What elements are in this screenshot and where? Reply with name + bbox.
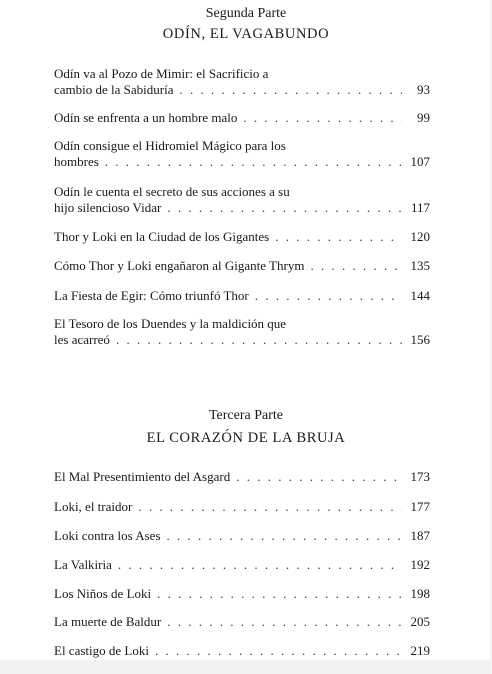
toc-entry (54, 643, 430, 659)
dot-leader (310, 258, 402, 274)
toc-entry (54, 110, 430, 126)
page-number: 187 (410, 528, 430, 543)
toc-entry (54, 586, 430, 602)
page-number: 192 (410, 557, 430, 572)
toc-entry (54, 499, 430, 515)
toc-entry-title: Los Niños de Loki (54, 586, 152, 601)
toc-entry (54, 66, 430, 98)
toc-entry-title-line: Odín le cuenta el secreto de sus acciones a su (54, 184, 290, 199)
dot-leader (116, 332, 402, 348)
page-number: 135 (410, 258, 430, 273)
toc-entry-title: Loki contra los Ases (54, 528, 161, 543)
page-number: 107 (410, 154, 430, 169)
page-number: 198 (410, 586, 430, 601)
toc-entry (54, 316, 430, 348)
part-three-title: EL CORAZÓN DE LA BRUJA (146, 430, 346, 446)
toc-entry-title-line: Odín va al Pozo de Mimir: el Sacrificio a (54, 66, 269, 81)
toc-entry (54, 138, 430, 170)
dot-leader (167, 614, 402, 630)
toc-entry-title: La Valkiria (54, 557, 112, 572)
page-number: 144 (410, 288, 430, 303)
toc-entry-title-line: El Tesoro de los Duendes y la maldición que (54, 316, 287, 331)
part-two-label: Segunda Parte (205, 6, 287, 21)
page-number: 93 (417, 82, 430, 97)
dot-leader (118, 557, 402, 573)
page-number: 205 (410, 614, 430, 629)
dot-leader (157, 586, 402, 602)
dot-leader (167, 200, 402, 216)
page-number: 173 (410, 469, 430, 484)
toc-entry (54, 288, 430, 304)
page-number: 117 (410, 200, 430, 215)
toc-entry-title: les acarreó (54, 332, 110, 347)
toc-entry-title: El Mal Presentimiento del Asgard (54, 469, 231, 484)
toc-entry-title: Thor y Loki en la Ciudad de los Gigantes (54, 229, 270, 244)
toc-entry-title: La Fiesta de Egir: Cómo triunfó Thor (54, 288, 249, 303)
page-number: 177 (410, 499, 430, 514)
dot-leader (236, 469, 402, 485)
dot-leader (105, 154, 402, 170)
part-three-label: Tercera Parte (208, 408, 284, 423)
toc-entry (54, 229, 430, 245)
toc-entry-title: hombres (54, 154, 99, 169)
toc-entry-title: El castigo de Loki (54, 643, 149, 658)
toc-entry-title: hijo silencioso Vidar (54, 200, 162, 215)
dot-leader (138, 499, 402, 515)
dot-leader (275, 229, 402, 245)
bottom-shadow (0, 660, 492, 674)
toc-entry (54, 614, 430, 630)
page-number: 156 (410, 332, 430, 347)
dot-leader (180, 82, 403, 98)
toc-entry (54, 528, 430, 544)
toc-entry-title: Loki, el traidor (54, 499, 133, 514)
toc-entry (54, 557, 430, 573)
dot-leader (255, 288, 402, 304)
page-number: 219 (410, 643, 430, 658)
toc-entry (54, 184, 430, 216)
dot-leader (155, 643, 402, 659)
toc-entry-title: La muerte de Baldur (54, 614, 162, 629)
toc-entry-title-line: Odín consigue el Hidromiel Mágico para los (54, 138, 286, 153)
dot-leader (167, 528, 402, 544)
toc-entry-title: Odín se enfrenta a un hombre malo (54, 110, 238, 125)
toc-entry (54, 258, 430, 274)
page-number: 120 (410, 229, 430, 244)
toc-entry-title: Cómo Thor y Loki engañaron al Gigante Thrym (54, 258, 305, 273)
part-two-title: ODÍN, EL VAGABUNDO (162, 26, 330, 42)
toc-entry (54, 469, 430, 485)
page-number: 99 (417, 110, 430, 125)
dot-leader (243, 110, 402, 126)
toc-entry-title: cambio de la Sabiduría (54, 82, 174, 97)
